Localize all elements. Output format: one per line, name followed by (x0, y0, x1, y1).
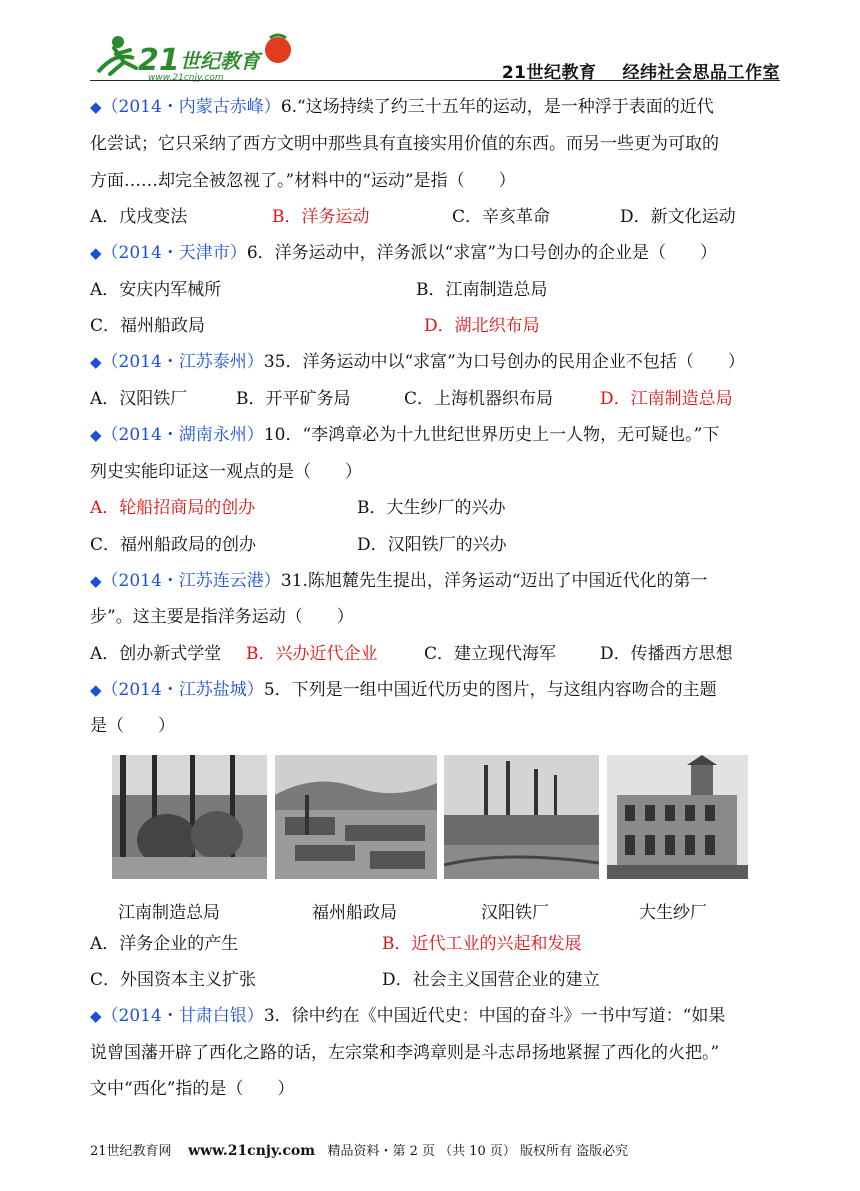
option-d: D．社会主义国营企业的建立 (382, 970, 600, 990)
option-b: B．大生纱厂的兴办 (357, 498, 506, 518)
footer-site: 21世纪教育网 (90, 1144, 172, 1159)
question-text: 6．洋务运动中，洋务派以“求富”为口号创办的企业是（ ） (246, 243, 718, 263)
diamond-bullet-icon: ◆ (90, 1007, 102, 1025)
question-5-line-1 (90, 571, 708, 591)
diamond-bullet-icon: ◆ (90, 681, 102, 699)
header-brand: 21世纪教育 (501, 63, 597, 83)
question-7-line-3: 文中“西化”指的是（ ） (90, 1079, 295, 1099)
option-c: C．外国资本主义扩张 (90, 970, 257, 990)
question-1-line-3: 方面……却完全被忽视了。”材料中的“运动”是指（ ） (90, 171, 516, 191)
svg-text:21: 21 (138, 43, 180, 78)
question-text: 3．徐中约在《中国近代史：中国的奋斗》一书中写道：“如果 (263, 1006, 726, 1026)
diamond-bullet-icon: ◆ (90, 98, 102, 116)
option-a: A．汉阳铁厂 (90, 389, 188, 409)
option-b-answer: B．洋务运动 (272, 207, 370, 227)
caption-dasheng: 大生纱厂 (639, 903, 707, 923)
caption-hanyang: 汉阳铁厂 (481, 903, 549, 923)
question-1-line-1 (90, 97, 714, 117)
question-source: （2014・江苏连云港） (101, 571, 281, 591)
question-source: （2014・江苏泰州） (101, 352, 264, 372)
question-4-line-1 (90, 425, 719, 445)
question-source: （2014・甘肃白银） (101, 1006, 264, 1026)
question-3-line-1 (90, 352, 745, 372)
question-text: 6.“这场持续了约三十五年的运动，是一种浮于表面的近代 (280, 97, 714, 117)
photo-jiangnan-arsenal (112, 755, 267, 879)
diamond-bullet-icon: ◆ (90, 572, 102, 590)
question-2-line-1 (90, 243, 717, 263)
question-4-line-2: 列史实能印证这一观点的是（ ） (90, 462, 362, 482)
option-b-answer: B．兴办近代企业 (246, 644, 378, 664)
question-7-line-1 (90, 1006, 725, 1026)
question-6-line-1 (90, 680, 717, 700)
option-b: B．江南制造总局 (416, 280, 548, 300)
header-divider (90, 80, 780, 81)
option-b-answer: B．近代工业的兴起和发展 (382, 934, 582, 954)
option-c: C．福州船政局 (90, 316, 206, 336)
diamond-bullet-icon: ◆ (90, 426, 102, 444)
question-text: 10．“李鸿章必为十九世纪世界历史上一人物，无可疑也。”下 (263, 425, 720, 445)
page-header (90, 28, 780, 84)
question-text: 31.陈旭麓先生提出，洋务运动“迈出了中国近代化的第一 (280, 571, 708, 591)
question-source: （2014・江苏盐城） (101, 680, 264, 700)
option-a: A．洋务企业的产生 (90, 934, 239, 954)
diamond-bullet-icon: ◆ (90, 244, 102, 262)
option-d-answer: D．湖北织布局 (424, 316, 540, 336)
option-d-answer: D．江南制造总局 (600, 389, 733, 409)
svg-text:www.21cnjy.com: www.21cnjy.com (148, 73, 224, 82)
option-a: A．创办新式学堂 (90, 644, 222, 664)
question-7-line-2: 说曾国藩开辟了西化之路的话，左宗棠和李鸿章则是斗志昂扬地紧握了西化的火把。” (90, 1043, 720, 1063)
question-source: （2014・湖南永州） (101, 425, 264, 445)
caption-jiangnan: 江南制造总局 (118, 903, 220, 923)
option-d: D．传播西方思想 (600, 644, 733, 664)
option-c: C．辛亥革命 (452, 207, 551, 227)
question-5-line-2: 步”。这主要是指洋务运动（ ） (90, 607, 354, 627)
diamond-bullet-icon: ◆ (90, 353, 102, 371)
option-c: C．建立现代海军 (424, 644, 557, 664)
option-d: D．汉阳铁厂的兴办 (357, 535, 507, 555)
option-c: C．福州船政局的创办 (90, 535, 257, 555)
photo-fuzhou-shipyard (275, 755, 437, 879)
photo-dasheng-mill (607, 755, 748, 879)
option-a-answer: A．轮船招商局的创办 (90, 498, 256, 518)
option-a: A．安庆内军械所 (90, 280, 222, 300)
question-text: 35．洋务运动中以“求富”为口号创办的民用企业不包括（ ） (263, 352, 745, 372)
svg-text:世纪教育: 世纪教育 (180, 49, 260, 73)
site-logo (90, 28, 300, 82)
option-b: B．开平矿务局 (236, 389, 351, 409)
option-c: C．上海机器织布局 (404, 389, 554, 409)
header-studio: 经纬社会思品工作室 (622, 63, 780, 83)
question-1-line-2: 化尝试；它只采纳了西方文明中那些具有直接实用价值的东西。而另一些更为可取的 (90, 134, 719, 154)
caption-fuzhou: 福州船政局 (312, 903, 397, 923)
question-source: （2014・天津市） (101, 243, 247, 263)
page-footer (90, 1140, 628, 1159)
question-text: 5．下列是一组中国近代历史的图片，与这组内容吻合的主题 (263, 680, 717, 700)
footer-info: 精品资料・第 2 页 （共 10 页） 版权所有 盗版必究 (327, 1144, 629, 1159)
footer-url-link[interactable]: www.21cnjy.com (188, 1143, 316, 1159)
question-6-line-2: 是（ ） (90, 716, 175, 736)
option-a: A．戊戌变法 (90, 207, 188, 227)
option-d: D．新文化运动 (620, 207, 736, 227)
question-source: （2014・内蒙古赤峰） (101, 97, 281, 117)
photo-hanyang-ironworks (444, 755, 599, 879)
